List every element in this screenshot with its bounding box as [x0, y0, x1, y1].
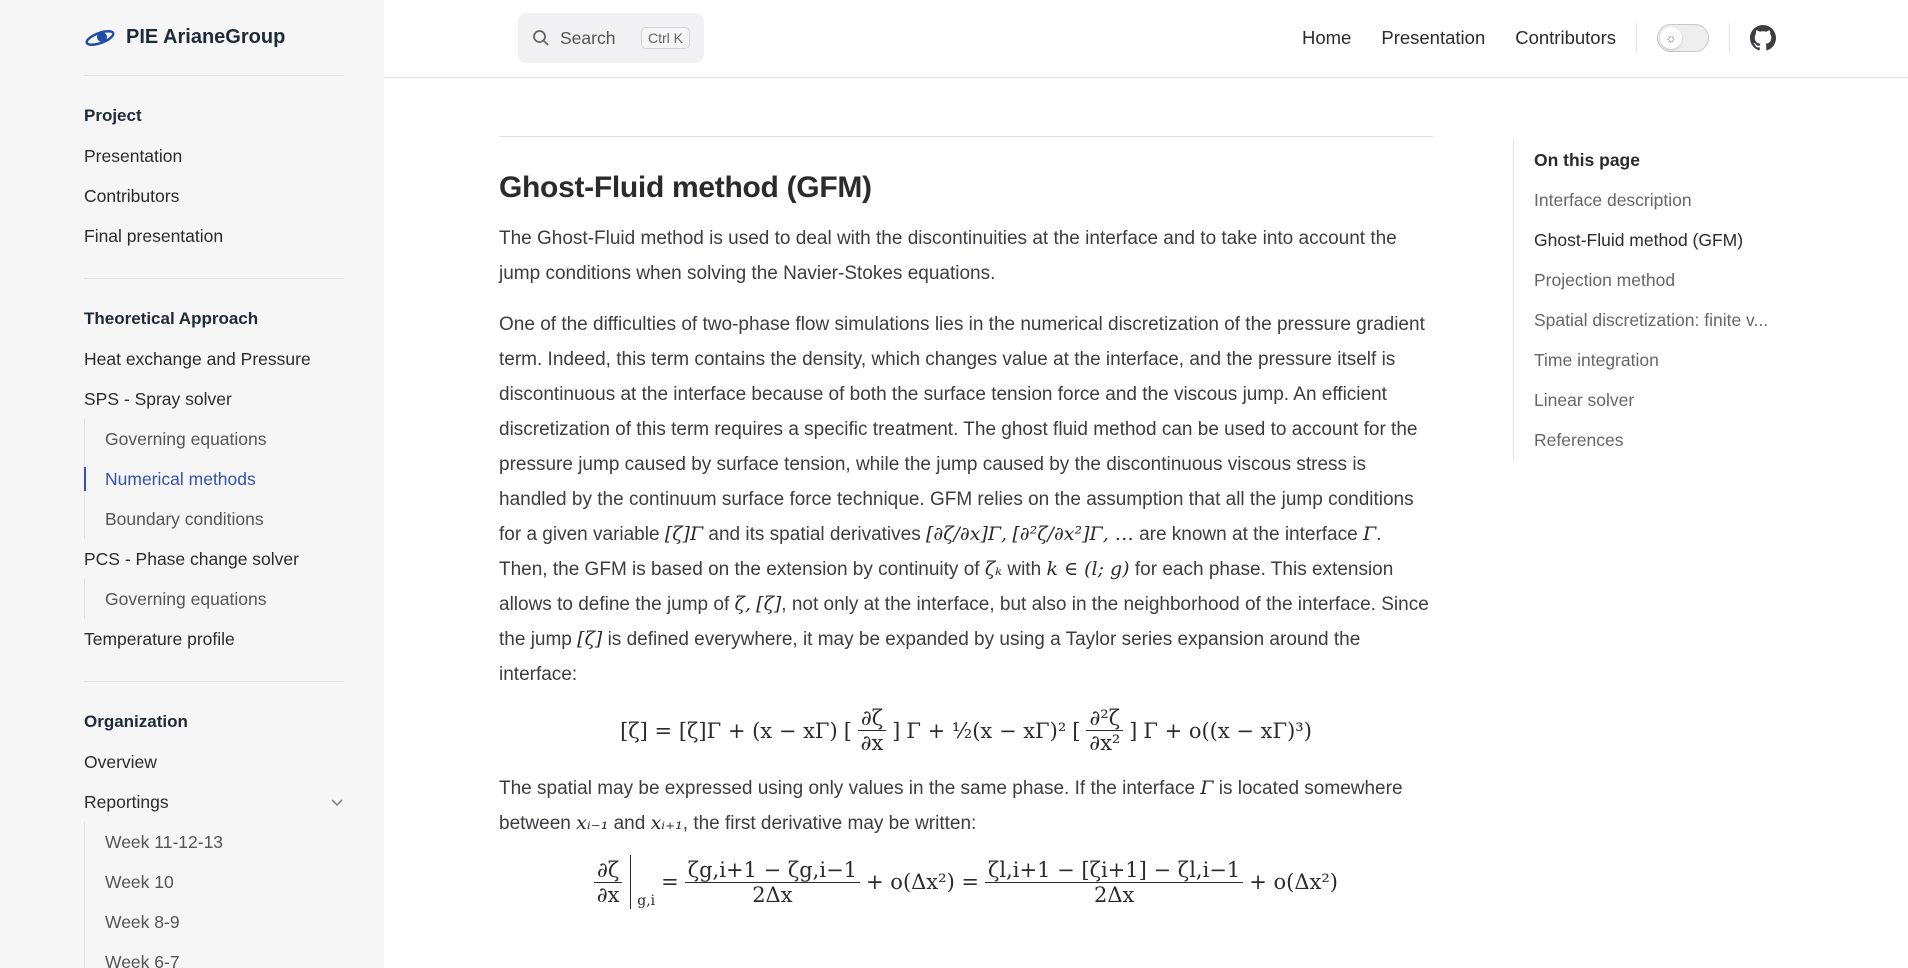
sidebar-group-title[interactable]: Organization	[84, 712, 188, 731]
search-label: Search	[560, 27, 616, 48]
math-x-i-plus-1: xᵢ₊₁	[650, 812, 683, 834]
sidebar-group-title[interactable]: Project	[84, 106, 142, 125]
equation-first-derivative: $\frac{\partial\zeta}{\partial x}$ g,i = $\frac{\zeta g,i+1 - \zeta g,i-1}{2\Delta x}$ + o(Δx²) = $\frac{\zeta l,i+1 - [\zeta i+1] - \zeta l,i-1}{2\Delta x}$ + o(Δx²)	[499, 855, 1433, 909]
page-title: Ghost-Fluid method (GFM)	[499, 171, 872, 204]
sidebar-item-label: Final presentation	[84, 226, 224, 246]
toc-item[interactable]: Spatial discretization: finite v...	[1534, 310, 1769, 330]
search-icon	[532, 29, 550, 47]
math-zeta-k: ζₖ	[984, 558, 1003, 580]
on-this-page	[1513, 140, 1813, 460]
top-bar	[384, 0, 1908, 78]
sidebar-item[interactable]	[105, 822, 344, 862]
sidebar-subgroup	[84, 579, 344, 619]
paragraph-spatial: The spatial may be expressed using only values in the same phase. If the interface Γ is located somewhere between xᵢ₋₁ and xᵢ₊₁, the first derivative may be written:	[499, 777, 1403, 834]
main-content	[499, 136, 1433, 913]
sidebar-item[interactable]	[105, 459, 344, 499]
search-button[interactable]	[518, 13, 704, 63]
sidebar-item[interactable]	[84, 539, 344, 579]
math-x-i-minus-1: xᵢ₋₁	[576, 812, 609, 834]
sidebar-item-label: SPS - Spray solver	[84, 389, 232, 409]
ariane-logo-icon	[84, 28, 116, 48]
math-jump-zeta-2: [ζ]	[577, 628, 603, 650]
paragraph-gfm: One of the difficulties of two-phase flow simulations lies in the numerical discretization of the pressure gradient term. Indeed, this term contains the density, which changes value at the interface, and the pressure itself is discontinuous at the interface because of both the surface tension force and the viscous jump. An efficient discretization of this term requires a specific treatment. The ghost fluid method can be used to account for the pressure jump caused by surface tension, while the jump caused by the discontinuous viscous stress is handled by the continuum surface force technique. GFM relies on the assumption that all the jump conditions for a given variable [ζ]Γ and its spatial derivatives [∂ζ/∂x]Γ, [∂²ζ/∂x²]Γ, … are known at the interface Γ. Then, the GFM is based on the extension by continuity of ζₖ with k ∈ (l; g) for each phase. This extension allows to define the jump of ζ, [ζ], not only at the interface, but also in the neighborhood of the interface. Since the jump [ζ] is defined everywhere, it may be expanded by using a Taylor series expansion around the interface:	[499, 314, 1429, 685]
sidebar-item[interactable]	[84, 379, 344, 419]
sidebar-item[interactable]	[84, 216, 344, 256]
search-shortcut: Ctrl K	[641, 27, 690, 49]
github-icon	[1750, 25, 1776, 51]
sidebar-item-label: Numerical methods	[105, 469, 256, 489]
theme-toggle[interactable]	[1657, 24, 1709, 52]
sidebar-item-label: Overview	[84, 752, 157, 772]
math-jump-zeta: [ζ]	[756, 593, 782, 615]
toc-item[interactable]: References	[1534, 430, 1624, 450]
toc-item[interactable]: Ghost-Fluid method (GFM)	[1534, 220, 1813, 260]
sidebar-item-label: PCS - Phase change solver	[84, 549, 299, 569]
sidebar-group-title[interactable]: Theoretical Approach	[84, 309, 259, 328]
sidebar-item-label: Contributors	[84, 186, 180, 206]
sidebar-group	[84, 682, 344, 968]
toc-item[interactable]: Projection method	[1534, 270, 1676, 290]
math-jump-gamma: [ζ]Γ	[664, 523, 704, 545]
sidebar-group	[84, 279, 344, 682]
math-second-derivative-jump: [∂²ζ/∂x²]Γ, …	[1012, 523, 1134, 545]
site-logo[interactable]	[84, 0, 344, 76]
sidebar-item-label: Reportings	[84, 792, 169, 812]
sidebar-item-label: Governing equations	[105, 589, 267, 609]
sidebar-item-label: Week 8-9	[105, 912, 180, 932]
nav-divider	[1729, 23, 1730, 53]
sidebar-item[interactable]	[105, 579, 344, 619]
sidebar-item-label: Boundary conditions	[105, 509, 264, 529]
sidebar-item[interactable]	[84, 176, 344, 216]
sidebar-item-label: Governing equations	[105, 429, 267, 449]
sidebar-item[interactable]	[105, 499, 344, 539]
sidebar-item[interactable]	[105, 419, 344, 459]
chevron-down-icon[interactable]	[330, 782, 344, 822]
sidebar-item-label: Heat exchange and Pressure	[84, 349, 311, 369]
sidebar-group	[84, 76, 344, 279]
sun-icon: ☼	[1660, 27, 1682, 49]
nav-link-presentation[interactable]: Presentation	[1381, 27, 1486, 48]
site-title: PIE ArianeGroup	[126, 26, 286, 48]
nav-link-home[interactable]: Home	[1302, 27, 1352, 48]
equation-taylor-expansion: [ζ] = [ζ]Γ + (x − xΓ) [ $\frac{\partial\zeta}{\partial x}$ ] Γ + ½(x − xΓ)² [ $\frac{\text{∂²ζ}}{\text{∂x²}}$ ] Γ + o((x − xΓ)³)	[620, 706, 1312, 755]
paragraph-intro: The Ghost-Fluid method is used to deal with the discontinuities at the interface and to take into account the jump conditions when solving the Navier-Stokes equations.	[499, 228, 1397, 284]
sidebar-item[interactable]	[84, 619, 344, 659]
math-zeta: ζ,	[734, 593, 751, 615]
toc-item[interactable]: Interface description	[1534, 190, 1692, 210]
math-first-derivative-jump: [∂ζ/∂x]Γ,	[925, 523, 1008, 545]
math-gamma-2: Γ	[1200, 777, 1214, 799]
toc-item[interactable]: Time integration	[1534, 350, 1659, 370]
sidebar-item-label: Week 10	[105, 872, 174, 892]
sidebar-item-label: Week 6-7	[105, 952, 180, 968]
sidebar-subgroup	[84, 822, 344, 968]
nav-link-contributors[interactable]: Contributors	[1515, 27, 1616, 48]
math-gamma: Γ	[1362, 523, 1377, 545]
sidebar-item-label: Presentation	[84, 146, 183, 166]
sidebar-item[interactable]	[105, 902, 344, 942]
sidebar-item-label: Temperature profile	[84, 629, 235, 649]
sidebar	[0, 0, 384, 968]
sidebar-subgroup	[84, 419, 344, 539]
sidebar-item[interactable]	[84, 339, 344, 379]
sidebar-item[interactable]	[84, 742, 344, 782]
sidebar-item[interactable]	[84, 782, 344, 822]
sidebar-item[interactable]	[105, 942, 344, 968]
top-nav	[1272, 0, 1908, 76]
sidebar-item-label: Week 11-12-13	[105, 832, 224, 852]
toc-title: On this page	[1534, 150, 1640, 170]
sidebar-item[interactable]	[105, 862, 344, 902]
sidebar-item[interactable]	[84, 136, 344, 176]
nav-divider	[1636, 23, 1637, 53]
github-link[interactable]	[1750, 25, 1776, 51]
math-k-set: k ∈ (l; g)	[1046, 558, 1130, 580]
content-divider	[499, 136, 1433, 137]
toc-item[interactable]: Linear solver	[1534, 390, 1635, 410]
